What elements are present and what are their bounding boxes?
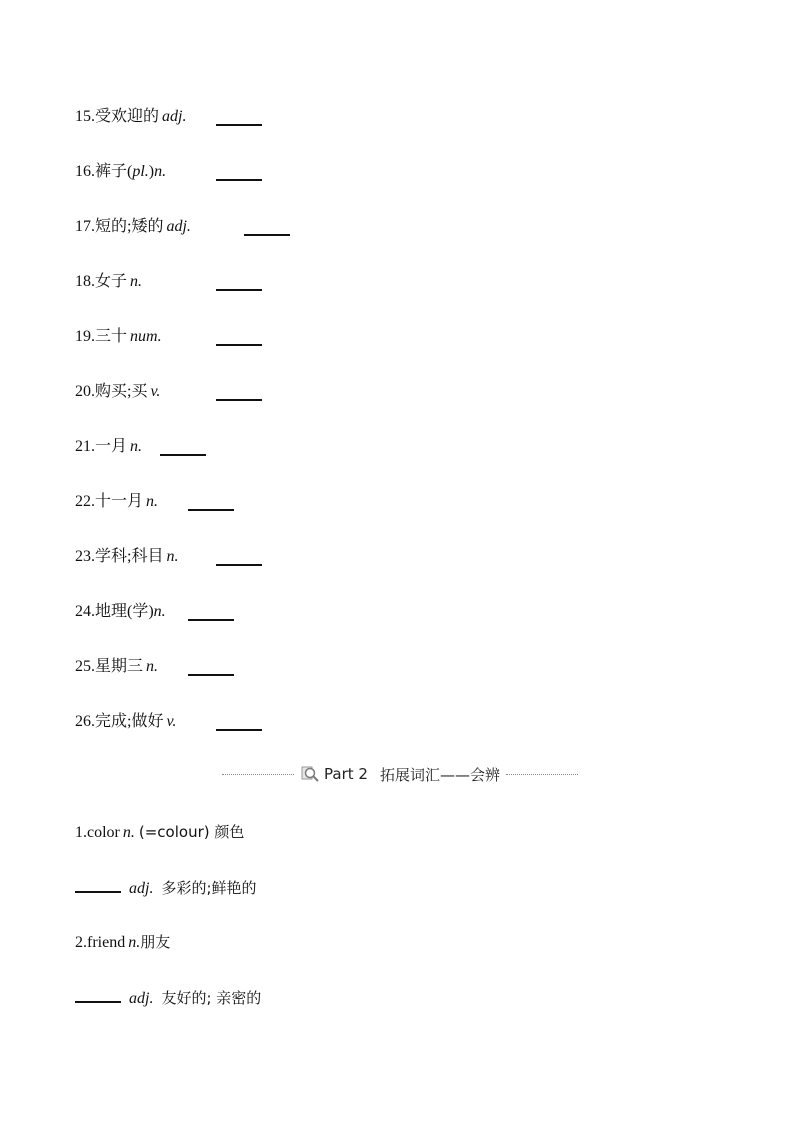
answer-blank[interactable] — [216, 179, 262, 181]
expand-sub-color — [75, 877, 257, 899]
answer-blank[interactable] — [216, 399, 262, 401]
item-chinese: 学科;科目 — [95, 548, 164, 565]
item-number: 20. — [75, 383, 95, 400]
item-number: 18. — [75, 273, 95, 290]
item-pos: n. — [146, 658, 159, 675]
expand-rest: 朋友 — [140, 933, 171, 951]
vocab-item-16 — [75, 162, 166, 182]
item-pos: v. — [166, 713, 177, 730]
vocab-item-15 — [75, 107, 186, 127]
item-number: 23. — [75, 548, 95, 565]
expand-pos: n. — [128, 934, 141, 951]
vocab-item-18 — [75, 272, 142, 292]
part-title: 拓展词汇——会辨 — [379, 765, 500, 784]
item-number: 21. — [75, 438, 95, 455]
item-number: 22. — [75, 493, 95, 510]
vocab-item-17 — [75, 217, 191, 237]
item-chinese: 女子 — [95, 273, 128, 290]
item-pos: n. — [154, 163, 167, 180]
item-number: 25. — [75, 658, 95, 675]
item-chinese: 受欢迎的 — [95, 108, 160, 125]
item-chinese: 星期三 — [95, 658, 144, 675]
item-chinese: 地理(学) — [95, 603, 154, 620]
answer-blank[interactable] — [188, 509, 234, 511]
answer-blank[interactable] — [216, 729, 262, 731]
answer-blank[interactable] — [216, 564, 262, 566]
answer-blank[interactable] — [188, 674, 234, 676]
item-chinese: 购买;买 — [95, 383, 148, 400]
item-pos: num. — [130, 328, 162, 345]
expand-head: 2.friend — [75, 934, 126, 951]
expand-sub-pos: adj. — [129, 990, 154, 1007]
item-number: 26. — [75, 713, 95, 730]
item-pos: n. — [153, 603, 166, 620]
expand-pos: n. — [122, 824, 135, 841]
dotted-divider-left — [222, 774, 294, 775]
answer-blank[interactable] — [216, 124, 262, 126]
item-pos: n. — [130, 273, 143, 290]
item-pos: adj. — [162, 108, 187, 125]
item-pos: n. — [146, 493, 159, 510]
item-pos: v. — [150, 383, 161, 400]
expand-sub-pos: adj. — [129, 880, 154, 897]
answer-blank[interactable] — [188, 619, 234, 621]
item-number: 15. — [75, 108, 95, 125]
item-pos: adj. — [166, 218, 191, 235]
expand-item-color — [75, 822, 244, 843]
item-number: 19. — [75, 328, 95, 345]
answer-blank[interactable] — [75, 987, 121, 1003]
dotted-divider-right — [506, 774, 578, 775]
item-number: 16. — [75, 163, 95, 180]
expand-sub-friend — [75, 987, 261, 1009]
expand-sub-cn: 友好的; 亲密的 — [161, 989, 262, 1007]
expand-head: 1.color — [75, 824, 120, 841]
magnifier-icon — [300, 765, 320, 783]
item-chinese: 短的;矮的 — [95, 218, 164, 235]
item-number: 24. — [75, 603, 95, 620]
vocab-item-22 — [75, 492, 158, 512]
item-pos-mid: pl. — [132, 163, 149, 180]
item-chinese: 完成;做好 — [95, 713, 164, 730]
answer-blank[interactable] — [216, 344, 262, 346]
item-pos: n. — [130, 438, 143, 455]
vocab-item-19 — [75, 327, 162, 347]
vocab-item-24 — [75, 602, 166, 622]
answer-blank[interactable] — [75, 877, 121, 893]
item-chinese: 十一月 — [95, 493, 144, 510]
item-chinese: 裤子( — [95, 163, 133, 180]
item-chinese: 三十 — [95, 328, 128, 345]
item-chinese-close: ) — [148, 163, 155, 180]
vocab-item-26 — [75, 712, 176, 732]
answer-blank[interactable] — [244, 234, 290, 236]
part-label: Part 2 — [324, 765, 368, 783]
vocab-item-25 — [75, 657, 158, 677]
expand-item-friend — [75, 932, 170, 953]
item-chinese: 一月 — [95, 438, 128, 455]
item-pos: n. — [166, 548, 179, 565]
answer-blank[interactable] — [160, 454, 206, 456]
expand-sub-cn: 多彩的;鲜艳的 — [161, 879, 257, 897]
expand-rest: (=colour) 颜色 — [138, 823, 245, 841]
part2-header — [222, 762, 578, 786]
vocab-item-23 — [75, 547, 178, 567]
answer-blank[interactable] — [216, 289, 262, 291]
vocab-item-20 — [75, 382, 160, 402]
item-number: 17. — [75, 218, 95, 235]
vocab-item-21 — [75, 437, 142, 457]
